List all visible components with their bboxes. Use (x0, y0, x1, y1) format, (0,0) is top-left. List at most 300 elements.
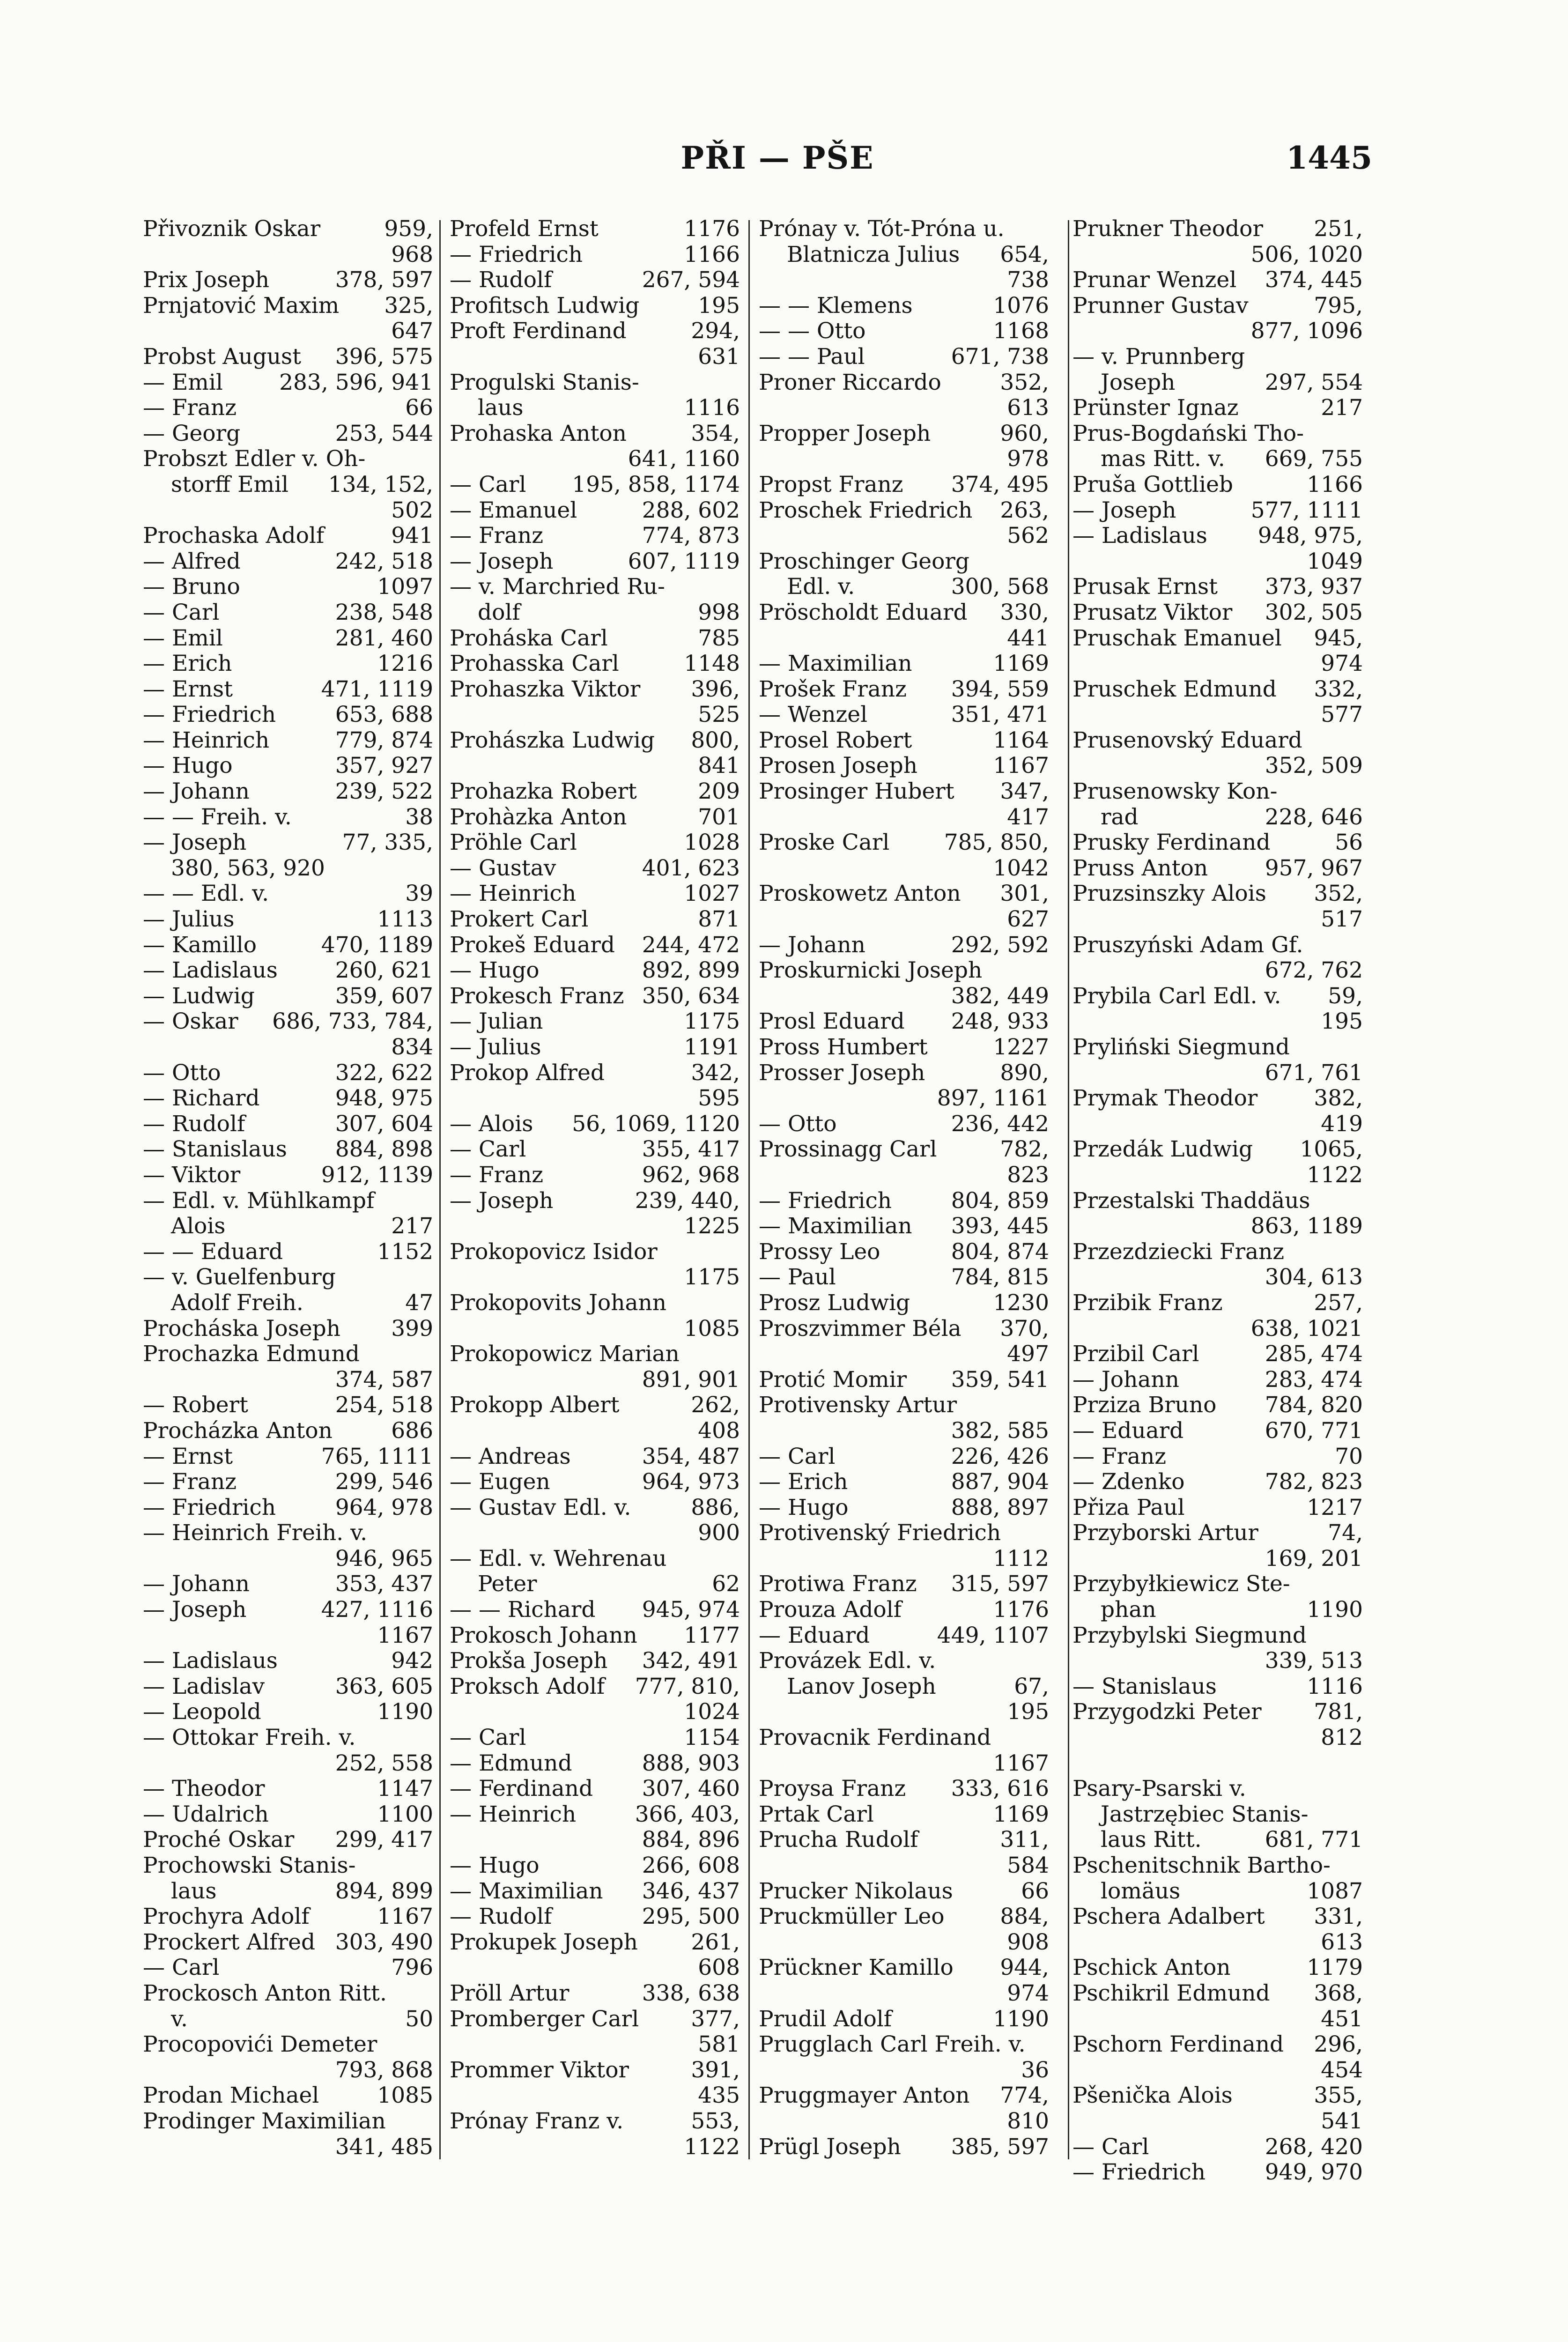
entry-name: — — Freih. v. (143, 804, 292, 830)
index-entry-line (759, 2032, 1049, 2058)
index-entry-line (143, 1341, 433, 1367)
entry-name: Prochazka Edmund (143, 1341, 360, 1367)
entry-page-refs: 795, (1314, 292, 1363, 319)
entry-page-refs: 330, (1000, 599, 1049, 625)
entry-page-refs: 669, 755 (1265, 446, 1363, 472)
entry-page-refs: 796 (391, 1955, 433, 1981)
index-entry-line (1072, 1955, 1363, 1981)
index-entry-line (1072, 1776, 1363, 1802)
entry-name: Pruša Gottlieb (1072, 471, 1234, 497)
index-entry-line (143, 1060, 433, 1086)
index-entry-line (1072, 1418, 1363, 1444)
entry-name: Prouza Adolf (759, 1597, 902, 1623)
index-entry-line (759, 1265, 1049, 1290)
index-entry-line (759, 1290, 1049, 1316)
entry-page-refs: 1100 (377, 1801, 433, 1827)
entry-page-refs: 777, 810, (635, 1673, 740, 1699)
index-entry-line (1072, 446, 1363, 472)
page-number: 1445 (1286, 140, 1372, 176)
entry-page-refs: 268, 420 (1265, 2134, 1363, 2160)
entry-page-refs: 774, 873 (642, 523, 740, 549)
entry-page-refs: 352, (1000, 369, 1049, 395)
entry-page-refs: 998 (698, 599, 740, 625)
entry-name: — Eduard (759, 1622, 870, 1648)
index-entry-line (759, 1112, 1049, 1137)
index-entry-line (1072, 600, 1363, 626)
entry-name: — Maximilian (759, 1213, 912, 1239)
entry-name: — Paul (759, 1264, 836, 1290)
entry-name: — Zdenko (1072, 1469, 1185, 1495)
index-entry-line (143, 1009, 433, 1035)
entry-page-refs: 374, 495 (951, 471, 1049, 497)
entry-page-refs: 1042 (993, 855, 1049, 881)
entry-page-refs: 1216 (377, 651, 433, 677)
entry-page-refs: 195 (1321, 1008, 1363, 1035)
index-entry-line (1072, 728, 1363, 754)
entry-name: — Ludwig (143, 983, 255, 1009)
entry-name: Pruschak Emanuel (1072, 625, 1282, 651)
entry-name: — Edmund (450, 1750, 572, 1776)
index-entry-line (450, 446, 740, 472)
entry-name: — Julius (450, 1034, 541, 1060)
index-entry-line (143, 1802, 433, 1828)
entry-name: — Erich (143, 651, 232, 677)
entry-name: Prokopovicz Isidor (450, 1238, 658, 1265)
entry-page-refs: 451 (1321, 2006, 1363, 2032)
entry-name: Prodinger Maximilian (143, 2108, 386, 2134)
column-divider (439, 220, 441, 2159)
entry-page-refs: 884, 898 (335, 1136, 433, 1163)
entry-page-refs: 497 (1007, 1341, 1049, 1367)
entry-page-refs: 974 (1007, 1980, 1049, 2006)
index-entry-line (1072, 1163, 1363, 1188)
entry-name: — Carl (450, 1725, 526, 1751)
index-entry-line (450, 472, 740, 498)
index-entry-line (759, 1444, 1049, 1470)
index-entry-line (450, 1341, 740, 1367)
entry-name: storff Emil (171, 471, 289, 497)
index-entry-line (1072, 881, 1363, 907)
entry-page-refs: 66 (405, 395, 433, 421)
entry-page-refs: 595 (698, 1085, 740, 1112)
index-entry-line (759, 1623, 1049, 1649)
index-entry-line (450, 1137, 740, 1163)
index-entry-line (143, 523, 433, 549)
entry-page-refs: 948, 975 (335, 1085, 433, 1112)
index-entry-line (143, 1265, 433, 1290)
entry-name: — Carl (759, 1443, 836, 1469)
entry-page-refs: 562 (1007, 523, 1049, 549)
entry-page-refs: 944, (1000, 1955, 1049, 1981)
entry-page-refs: 252, 558 (335, 1750, 433, 1776)
entry-name: Prónay v. Tót-Próna u. (759, 216, 1005, 242)
entry-name: — — Klemens (759, 292, 913, 319)
entry-page-refs: 738 (1007, 267, 1049, 293)
entry-name: — Ernst (143, 1443, 233, 1469)
index-entry-line (759, 1981, 1049, 2007)
entry-page-refs: 435 (698, 2083, 740, 2109)
entry-name: — Eugen (450, 1469, 550, 1495)
index-entry-line (450, 1674, 740, 1700)
index-entry-line (450, 1904, 740, 1930)
entry-page-refs: 427, 1116 (321, 1597, 433, 1623)
entry-name: — v. Guelfenburg (143, 1264, 336, 1290)
entry-name: Procházka Anton (143, 1417, 333, 1444)
index-entry-line (450, 1393, 740, 1418)
entry-name: Prokopp Albert (450, 1392, 620, 1418)
index-entry-line (143, 2032, 433, 2058)
entry-name: — v. Marchried Ru- (450, 574, 665, 600)
entry-page-refs: 307, 460 (642, 1776, 740, 1802)
entry-name: — Otto (143, 1060, 221, 1086)
entry-name: Přiza Paul (1072, 1494, 1185, 1520)
entry-page-refs: 584 (1007, 1853, 1049, 1878)
entry-name: Adolf Freih. (171, 1290, 303, 1316)
index-entry-line (143, 1367, 433, 1393)
index-entry-line (450, 1648, 740, 1674)
entry-page-refs: 419 (1321, 1111, 1363, 1137)
index-entry-line (143, 753, 433, 779)
index-entry-line (759, 1341, 1049, 1367)
index-entry-line (1072, 242, 1363, 268)
entry-name: Przyborski Artur (1072, 1520, 1258, 1546)
index-entry-line (1072, 753, 1363, 779)
index-entry-line (143, 881, 433, 907)
entry-page-refs: 812 (1321, 1725, 1363, 1751)
index-entry-line (450, 1930, 740, 1956)
entry-page-refs: 454 (1321, 2057, 1363, 2083)
index-entry-line (759, 242, 1049, 268)
index-entry-line (1072, 958, 1363, 984)
index-entry-line (143, 1827, 433, 1853)
entry-page-refs: 62 (712, 1571, 740, 1597)
index-entry-line (759, 984, 1049, 1009)
entry-page-refs: 294, (691, 318, 740, 344)
entry-page-refs: 1122 (684, 2134, 740, 2160)
index-entry-line (143, 498, 433, 524)
entry-name: — — Eduard (143, 1238, 283, 1265)
index-entry-line (759, 1648, 1049, 1674)
index-entry-line (1072, 907, 1363, 933)
index-entry-line (143, 2134, 433, 2160)
entry-name: — Ottokar Freih. v. (143, 1725, 356, 1751)
entry-name: Proháska Carl (450, 625, 608, 651)
entry-page-refs: 373, 937 (1265, 574, 1363, 600)
index-entry-line (450, 1086, 740, 1112)
index-entry-line (450, 1725, 740, 1751)
entry-page-refs: 59, (1328, 983, 1363, 1009)
entry-page-refs: 1152 (377, 1238, 433, 1265)
index-entry-line (143, 958, 433, 984)
index-entry-line (1072, 1290, 1363, 1316)
entry-page-refs: 70 (1335, 1443, 1363, 1469)
entry-page-refs: 1076 (993, 292, 1049, 319)
entry-page-refs: 339, 513 (1265, 1648, 1363, 1674)
index-entry-line (143, 1035, 433, 1060)
index-entry-line (143, 446, 433, 472)
index-entry-line (1072, 2032, 1363, 2058)
index-entry-line (450, 907, 740, 933)
entry-page-refs: 964, 978 (335, 1494, 433, 1520)
entry-page-refs: 1024 (684, 1699, 740, 1725)
index-entry-line (143, 574, 433, 600)
index-entry-line (1072, 523, 1363, 549)
entry-name: — Otto (759, 1111, 837, 1137)
entry-name: — Theodor (143, 1776, 265, 1802)
entry-name: Prymak Theodor (1072, 1085, 1258, 1112)
entry-name: Prus-Bogdański Tho- (1072, 420, 1304, 446)
entry-name: Pschick Anton (1072, 1955, 1231, 1981)
index-entry-line (759, 1214, 1049, 1239)
entry-name: — Heinrich (450, 1801, 577, 1827)
index-entry-line (759, 1802, 1049, 1828)
entry-name: — Johann (143, 778, 250, 805)
entry-page-refs: 968 (391, 241, 433, 267)
entry-name: Profeld Ernst (450, 216, 599, 242)
entry-page-refs: 77, 335, (342, 830, 433, 856)
entry-name: Pschenitschnik Bartho- (1072, 1853, 1331, 1878)
entry-page-refs: 894, 899 (335, 1878, 433, 1904)
entry-page-refs: 945, (1314, 625, 1363, 651)
index-entry-line (1072, 472, 1363, 498)
index-entry-line (450, 421, 740, 447)
index-entry-line (450, 1163, 740, 1188)
entry-name: Peter (478, 1571, 537, 1597)
index-entry-line (450, 1367, 740, 1393)
entry-page-refs: 295, 500 (642, 1904, 740, 1930)
entry-page-refs: 396, (691, 676, 740, 702)
entry-page-refs: 613 (1007, 395, 1049, 421)
entry-name: — Andreas (450, 1443, 571, 1469)
entry-name: Prommer Viktor (450, 2057, 629, 2083)
index-entry-line (1072, 293, 1363, 319)
entry-page-refs: 1190 (1307, 1597, 1363, 1623)
entry-page-refs: 810 (1007, 2108, 1049, 2134)
index-entry-line (1072, 1853, 1363, 1879)
entry-name: — Franz (450, 1162, 544, 1188)
index-entry-line (450, 1214, 740, 1239)
entry-name: Proysa Franz (759, 1776, 906, 1802)
index-entry-line (759, 958, 1049, 984)
entry-name: laus Ritt. (1101, 1827, 1202, 1853)
entry-name: — Johann (1072, 1366, 1179, 1393)
entry-page-refs: 354, 487 (642, 1443, 740, 1469)
entry-name: Prucha Rudolf (759, 1827, 918, 1853)
index-entry-line (1072, 1623, 1363, 1649)
entry-name: Pruckmüller Leo (759, 1904, 945, 1930)
index-entry-line (1072, 1648, 1363, 1674)
entry-name: Prusky Ferdinand (1072, 830, 1271, 856)
index-entry-line (450, 319, 740, 344)
index-entry-line (450, 1444, 740, 1470)
entry-page-refs: 581 (698, 2031, 740, 2058)
index-entry-line (1072, 1930, 1363, 1956)
entry-name: Prybila Carl Edl. v. (1072, 983, 1281, 1009)
entry-name: — Stanislaus (143, 1136, 287, 1163)
entry-name: — Rudolf (450, 1904, 552, 1930)
index-entry-line (1072, 1112, 1363, 1137)
entry-name: — Kamillo (143, 932, 257, 958)
entry-page-refs: 471, 1119 (321, 676, 433, 702)
entry-page-refs: 782, 823 (1265, 1469, 1363, 1495)
entry-name: Przygodzki Peter (1072, 1699, 1262, 1725)
entry-page-refs: 974 (1321, 651, 1363, 677)
entry-page-refs: 352, 509 (1265, 753, 1363, 779)
index-entry-line (759, 1163, 1049, 1188)
index-entry-line (759, 421, 1049, 447)
entry-page-refs: 342, (691, 1060, 740, 1086)
index-entry-line (143, 1163, 433, 1188)
index-entry-line (450, 779, 740, 805)
index-entry-line (450, 1699, 740, 1725)
index-entry-line (759, 2007, 1049, 2032)
index-entry-line (759, 1188, 1049, 1214)
entry-name: Joseph (1101, 369, 1176, 395)
entry-name: — Viktor (143, 1162, 241, 1188)
index-entry-line (450, 984, 740, 1009)
entry-name: Przezdziecki Franz (1072, 1238, 1285, 1265)
entry-name: — Oskar (143, 1008, 238, 1035)
index-entry-line (450, 1520, 740, 1546)
entry-name: Prockert Alfred (143, 1929, 316, 1955)
entry-name: Prosz Ludwig (759, 1290, 910, 1316)
entry-name: — Friedrich (450, 241, 583, 267)
entry-name: Prochowski Stanis- (143, 1853, 356, 1878)
entry-page-refs: 1175 (684, 1264, 740, 1290)
index-entry-line (1072, 1316, 1363, 1342)
entry-page-refs: 892, 899 (642, 957, 740, 984)
index-entry-line (759, 907, 1049, 933)
index-entry-line (759, 779, 1049, 805)
entry-page-refs: 322, 622 (335, 1060, 433, 1086)
index-entry-line (450, 2134, 740, 2160)
index-entry-line (450, 1853, 740, 1879)
index-entry-line (450, 2083, 740, 2109)
index-entry-line (450, 216, 740, 242)
entry-name: Prohászka Ludwig (450, 727, 655, 753)
entry-page-refs: 1166 (684, 241, 740, 267)
index-entry-line (450, 958, 740, 984)
entry-name: Provacnik Ferdinand (759, 1725, 991, 1751)
index-entry-line (450, 370, 740, 396)
entry-name: Prudil Adolf (759, 2006, 892, 2032)
entry-name: — Joseph (143, 1597, 247, 1623)
entry-page-refs: 631 (698, 343, 740, 370)
entry-page-refs: 1167 (993, 1750, 1049, 1776)
entry-page-refs: 355, 417 (642, 1136, 740, 1163)
entry-page-refs: 941 (391, 523, 433, 549)
entry-page-refs: 1166 (1307, 471, 1363, 497)
index-entry-line (759, 677, 1049, 703)
entry-name: — Maximilian (450, 1878, 603, 1904)
entry-name: Prunar Wenzel (1072, 267, 1237, 293)
index-entry-line (143, 907, 433, 933)
entry-name: Protivenský Friedrich (759, 1520, 1001, 1546)
entry-page-refs: 342, 491 (642, 1648, 740, 1674)
entry-page-refs: 1169 (993, 1801, 1049, 1827)
entry-name: Prokosch Johann (450, 1622, 637, 1648)
index-entry-line (143, 2109, 433, 2134)
entry-page-refs: 888, 903 (642, 1750, 740, 1776)
index-entry-line (1072, 1035, 1363, 1060)
index-entry-line (450, 1265, 740, 1290)
entry-page-refs: 608 (698, 1955, 740, 1981)
entry-name: Prohàzka Anton (450, 804, 627, 830)
entry-name: Prokeš Eduard (450, 932, 615, 958)
index-entry-line (450, 1955, 740, 1981)
entry-name: Prokopovits Johann (450, 1290, 667, 1316)
entry-name: Prokop Alfred (450, 1060, 605, 1086)
index-entry-line (143, 2058, 433, 2083)
entry-page-refs: 1085 (684, 1315, 740, 1341)
index-entry-line (450, 856, 740, 882)
entry-page-refs: 134, 152, (328, 471, 433, 497)
index-entry-line (759, 523, 1049, 549)
index-entry-line (143, 728, 433, 754)
entry-page-refs: 912, 1139 (321, 1162, 433, 1188)
index-entry-line (143, 677, 433, 703)
index-entry-line (1072, 1751, 1363, 1777)
entry-name: — Johann (759, 932, 865, 958)
entry-name: — Joseph (450, 548, 554, 574)
index-entry-line (1072, 1444, 1363, 1470)
entry-page-refs: 871 (698, 906, 740, 933)
index-entry-line (1072, 1137, 1363, 1163)
entry-name: Proskurnicki Joseph (759, 957, 983, 984)
entry-name: Prockosch Anton Ritt. (143, 1980, 387, 2006)
index-entry-line (1072, 370, 1363, 396)
index-entry-line (759, 1367, 1049, 1393)
index-entry-line (143, 1853, 433, 1879)
entry-page-refs: 654, (1000, 241, 1049, 267)
entry-name: Pross Humbert (759, 1034, 928, 1060)
index-column-4 (1072, 216, 1363, 2186)
index-entry-line (143, 1112, 433, 1137)
index-entry-line (143, 1776, 433, 1802)
index-entry-line (759, 881, 1049, 907)
entry-name: — Johann (143, 1571, 250, 1597)
entry-name: — Franz (143, 1469, 237, 1495)
entry-page-refs: 506, 1020 (1250, 241, 1363, 267)
index-entry-line (143, 1086, 433, 1112)
index-entry-line (1072, 1341, 1363, 1367)
entry-page-refs: 195 (1007, 1699, 1049, 1725)
entry-name: — Carl (450, 471, 526, 497)
entry-name: Probst August (143, 343, 301, 370)
entry-page-refs: 577 (1321, 702, 1363, 728)
index-entry-line (450, 395, 740, 421)
entry-name: — Friedrich (143, 1494, 276, 1520)
entry-page-refs: 374, 445 (1265, 267, 1363, 293)
index-entry-line (1072, 1239, 1363, 1265)
entry-name: — Bruno (143, 574, 240, 600)
entry-page-refs: 1177 (684, 1622, 740, 1648)
entry-page-refs: 641, 1160 (628, 446, 740, 472)
entry-page-refs: 1225 (684, 1213, 740, 1239)
entry-name: — Carl (1072, 2134, 1149, 2160)
entry-name: Prosel Robert (759, 727, 912, 753)
index-entry-line (1072, 1827, 1363, 1853)
page-header-title: PŘI — PŠE (680, 140, 874, 176)
entry-name: Przedák Ludwig (1072, 1136, 1253, 1163)
index-entry-line (143, 1520, 433, 1546)
index-entry-line (1072, 626, 1363, 652)
entry-name: — Franz (143, 395, 237, 421)
entry-page-refs: 784, 820 (1265, 1392, 1363, 1418)
entry-page-refs: 1217 (1307, 1494, 1363, 1520)
index-entry-line (1072, 1802, 1363, 1828)
index-entry-line (1072, 1469, 1363, 1495)
